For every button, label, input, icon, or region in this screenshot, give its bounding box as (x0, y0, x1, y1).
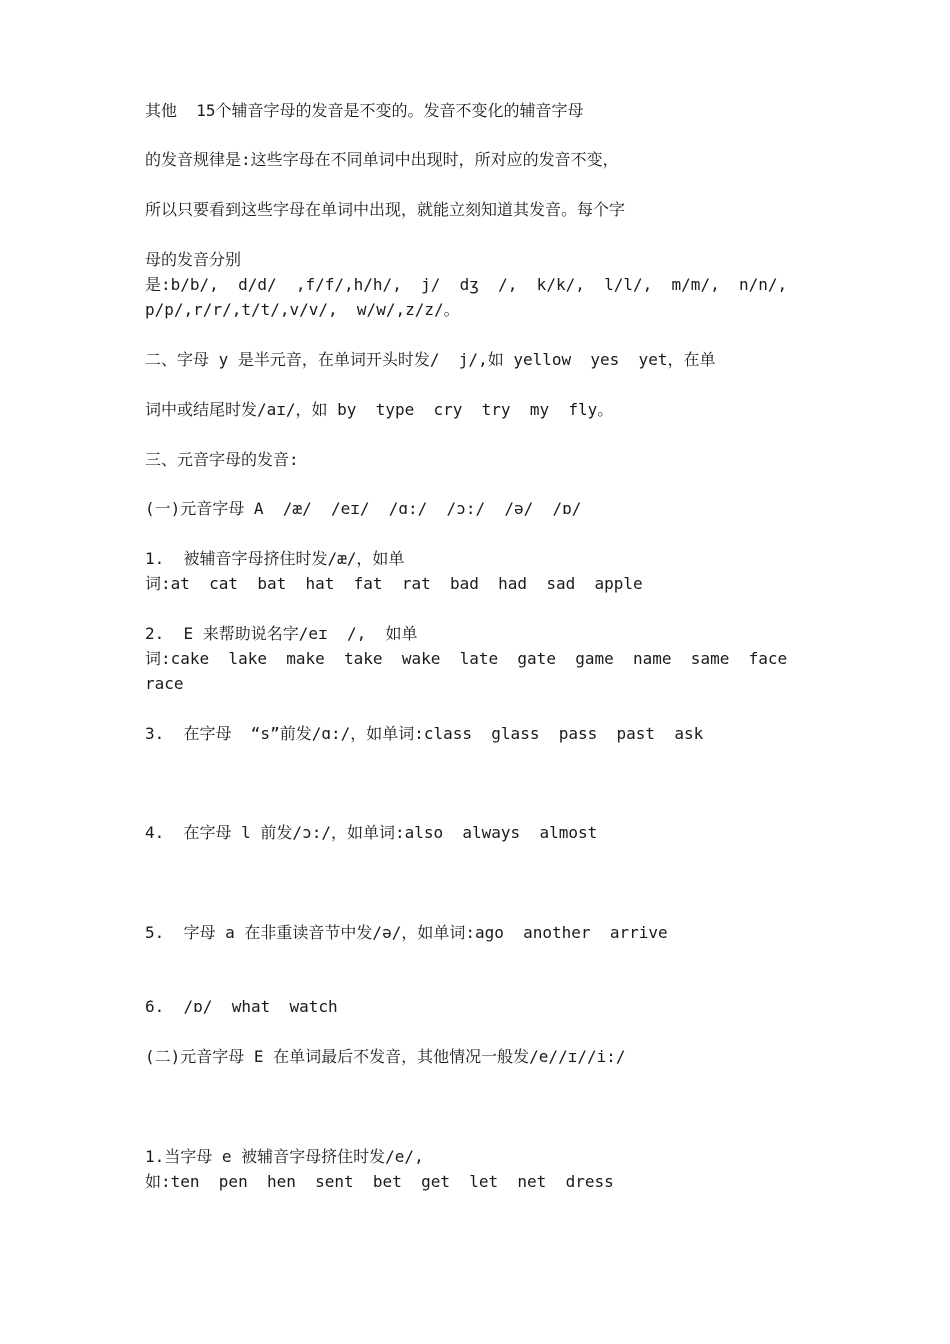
text-line: 1. 被辅音字母挤住时发/æ/，如单 (145, 549, 405, 568)
text-line: 所以只要看到这些字母在单词中出现，就能立刻知道其发音。每个字 (145, 200, 626, 219)
text-line: 3. 在字母 “s”前发/ɑ:/，如单词:class glass pass past ask (145, 724, 704, 743)
text-line: 其他 15个辅音字母的发音是不变的。发音不变化的辅音字母 (145, 101, 584, 120)
text-line: 词中或结尾时发/aɪ/，如 by type cry try my fly。 (145, 400, 614, 419)
text-line: 的发音规律是:这些字母在不同单词中出现时，所对应的发音不变， (145, 150, 619, 169)
text-line: p/p/,r/r/,t/t/,v/v/, w/w/,z/z/。 (145, 300, 460, 319)
text-line: 1.当字母 e 被辅音字母挤住时发/e/, (145, 1147, 424, 1166)
text-line: 二、字母 y 是半元音，在单词开头时发/ j/,如 yellow yes yet，在单 (145, 350, 716, 369)
text-line: 5. 字母 a 在非重读音节中发/ə/，如单词:ago another arrive (145, 923, 668, 942)
text-line: 词:at cat bat hat fat rat bad had sad apple (145, 574, 643, 593)
text-line: 2. E 来帮助说名字/eɪ /, 如单 (145, 624, 418, 643)
text-line: 如:ten pen hen sent bet get let net dress (145, 1172, 614, 1191)
text-line: 4. 在字母 l 前发/ɔ:/，如单词:also always almost (145, 823, 598, 842)
text-line: 词:cake lake make take wake late gate game name same face (145, 649, 788, 668)
text-line: 是:b/b/, d/d/ ,f/f/,h/h/, j/ dʒ /, k/k/, l/l/, m/m/, n/n/, (145, 275, 788, 294)
section-heading: 三、元音字母的发音: (145, 450, 299, 469)
text-line: 母的发音分别 (145, 250, 242, 269)
subsection-heading: (一)元音字母 A /æ/ /eɪ/ /ɑ:/ /ɔ:/ /ə/ /ɒ/ (145, 499, 582, 518)
text-line: 6. /ɒ/ what watch (145, 997, 338, 1016)
text-line: race (145, 674, 184, 693)
subsection-heading: (二)元音字母 E 在单词最后不发音，其他情况一般发/e//ɪ//i:/ (145, 1047, 626, 1066)
